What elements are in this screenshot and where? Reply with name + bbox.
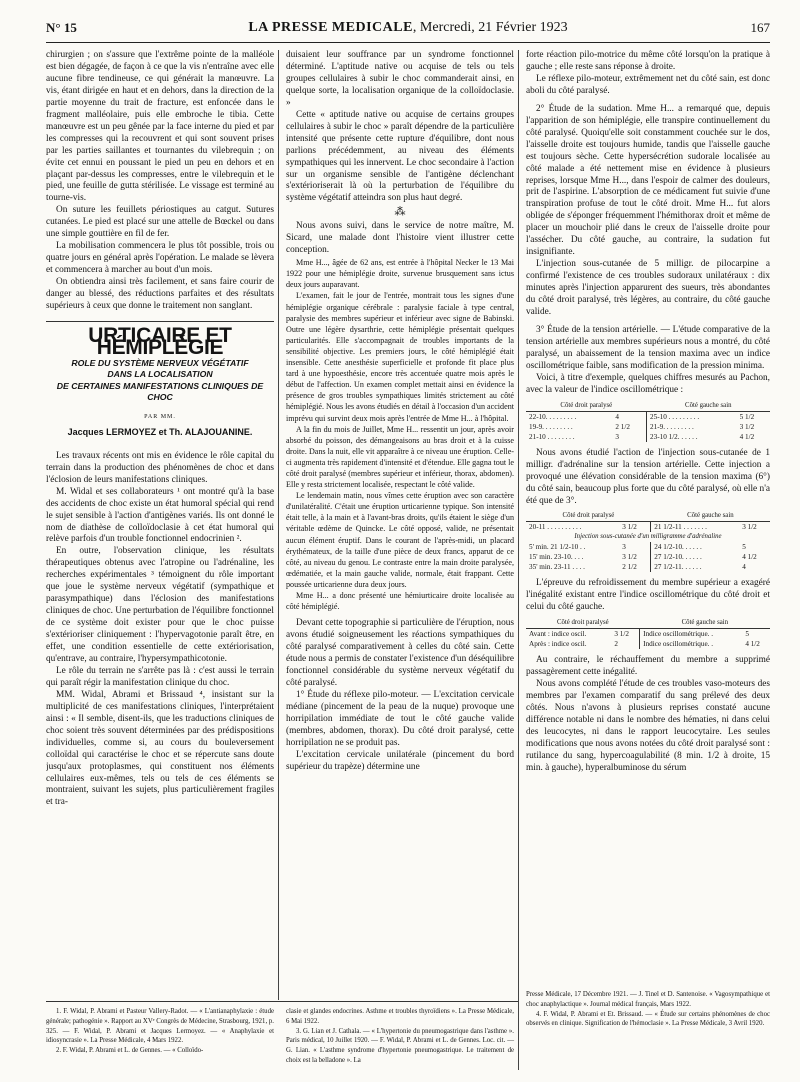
table-cell: 2: [614, 640, 618, 649]
paragraph: 2° Étude de la sudation. Mme H... a remarqué que, depuis l'apparition de son hémiplégie, elle transpire continuellement du côté paralysé. Quoiqu'elle soit constamment couchée sur le dos, l'aisselle droite est toujours humide, tandis que l'aisselle gauche est toujours sèche. Cette hypersécrétion sudorale localisée au côté malade a été nettement mise en évidence à plusieurs reprises, lorsque Mme H..., dans l'espoir de calmer des douleurs, prit de l'aspirine. L'absorption de ce médicament fut suivie d'une transpiration profuse de tout le côté droit. Mme H... fut alors obligée de s'éponger fréquemment l'hémithorax droit et même de placer un mouchoir plié dans le creux de l'aisselle droite pour l'assécher. Du côté gauche, au contraire, la sudation fut insignifiante.: [526, 103, 770, 258]
table-row: [526, 432, 770, 442]
section-asterism: ⁂: [394, 206, 406, 219]
table-header: Côté droit paralysé: [526, 401, 647, 412]
paragraph: Voici, à titre d'exemple, quelques chiffres mesurés au Pachon, avec la valeur de l'indice oscillométrique :: [526, 372, 770, 395]
table-header-row: [526, 618, 770, 629]
table-cell: 21-9. . . . . . . . .: [647, 422, 737, 432]
table-cell: 21 1/2-11 . . . . . . .: [651, 522, 739, 533]
subtitle-line: DE CERTAINES MANIFESTATIONS CLINIQUES DE CHOC: [56, 380, 264, 403]
table-cell: Avant : indice oscil.: [529, 630, 587, 639]
table-cell: 5' min. 21 1/2-10 . .: [529, 543, 586, 552]
case-report: [286, 257, 514, 612]
paragraph: 3° Étude de la tension artérielle. — L'étude comparative de la tension artérielle aux membres supérieurs nous a montré, du côté paralysé, un abaissement de la tension maxima avec un indice oscillométrique faible, sans modification de la pression minima.: [526, 324, 770, 371]
table-row: [526, 562, 770, 572]
footnote: clasie et glandes endocrines. Asthme et troubles thyroïdiens ». La Presse Médicale, 6 Mai 1922.: [286, 1008, 514, 1025]
paragraph: MM. Widal, Abrami et Brissaud ⁴, insistant sur la multiplicité de ces manifestations cliniques, l'interprétaient ainsi : « Il semble, disent-ils, que les traductions cliniques de choc soient très souvent déterminées par des prédispositions individuelles, comme si, au cours du bouleversement colloïdal qui caractérise le choc et se répercute sans doute jusqu'aux protoplasmes, qui constituent nos éléments cellulaires eux-mêmes, tels ou tels de ces éléments se montraient, suivant les sujets, plus particulièrement fragiles et tra-: [46, 689, 274, 808]
table-cell: Indice oscillométrique. .: [640, 639, 743, 649]
table-row: [526, 411, 770, 422]
table-cell: 2 1/2: [622, 563, 637, 572]
table-header-row: [526, 401, 770, 412]
footnote: 3. G. Lian et J. Cathala. — « L'hypertonie du pneumogastrique dans l'asthme ». Paris médical, 10 Juillet 1920. — F. Widal, P. Abrami et L. de Gennes. Loc. cit. — G. Lian. « L'asthme syndrome d'hypertonie pneumogastrique. Le traitement de choix est la belladone ». La: [286, 1027, 514, 1064]
table-cell: 15' min. 23-10. . . .: [529, 553, 584, 562]
column-rule: [278, 50, 279, 1000]
table-cell: 3 1/2: [622, 523, 637, 532]
column-1: [46, 50, 274, 1000]
case-paragraph: A la fin du mois de Juillet, Mme H... ressentit un jour, après avoir absorbé du poisson, des démangeaisons au bras droit et à la cuisse droite. Dans la nuit, elle vit apparaître à ce niveau une éruption. Celle-ci augmenta très rapidement d'intensité et d'étendue. Elle gagna tout le côté droit paralysé (membres supérieur et inférieur, thorax, abdomen). Elle y resta strictement localisée, respectant le côté valide.: [286, 424, 514, 490]
table-cell: 3: [622, 543, 626, 552]
header-rule: [46, 42, 770, 43]
table-cell: 5: [742, 543, 746, 552]
paragraph: M. Widal et ses collaborateurs ¹ ont montré qu'à la base des accidents de choc existe un état humoral spécial qui rend le sujet sensible à l'action d'antigènes variés. Ils ont donné le nom de diathèse de colloïdoclasie à cet état humoral qui relève parfois d'un trouble fonctionnel endocrinien ².: [46, 486, 274, 545]
paragraph: On suture les feuillets périostiques au catgut. Sutures cutanées. Le pied est placé sur une attelle de Bœckel ou dans une simple gouttière en fil de fer.: [46, 205, 274, 240]
case-paragraph: Mme H... a donc présenté une hémiurticaire droite localisée au côté hémiplégié.: [286, 591, 514, 612]
paragraph: En outre, l'observation clinique, les résultats thérapeutiques obtenus avec l'atropine ou l'adrénaline, les recherches expérimentales ³ témoignent du rôle important que joue le système nerveux végétatif (sympathique et parasympathique) dans l'éclosion des manifestations cliniques de choc. Une perturbation de l'équilibre fonctionnel de ce système doit exister pour que le choc puisse s'extérioriser cliniquement : l'hypervagotonie paraît être, en effet, une condition essentielle de cette extériorisation, qu'entrave, au contraire, l'hypersympathicotonie.: [46, 546, 274, 664]
table-row: [526, 422, 770, 432]
issue-number: N° 15: [46, 20, 77, 35]
table-caption-row: [526, 532, 770, 542]
table-header-row: [526, 511, 770, 522]
table-row: [526, 542, 770, 552]
article-subtitle: [46, 358, 274, 404]
footnote: 4. F. Widal, P. Abrami et Et. Brissaud. — « Étude sur certains phénomènes de choc observés en clinique. Signification de l'hémoclasie ». La Presse Médicale, 3 Avril 1920.: [526, 1010, 770, 1028]
table-cell: 4: [742, 563, 746, 572]
table-cell: 5: [745, 630, 749, 639]
article-headline: [46, 323, 274, 439]
footnote-rule: [46, 1001, 518, 1002]
table-cell: 23-10 1/2. . . . . .: [647, 432, 737, 442]
case-paragraph: L'examen, fait le jour de l'entrée, montrait tous les signes d'une hémiplégie organique cérébrale : paralysie faciale à type central, paralysie des membres supérieur et inférieur avec signe de Babinski. Outre une légère dysarthrie, cette hémiplégie présentait quelques particularités. Elle s'accompagnait de troubles importants de la sensibilité objective. Les premiers jours, le côté hémiplégié était insensible. Cette anesthésie superficielle et profonde fit place plus tard à une hypoesthésie, encore très accentuée quatre mois après le début de l'affection. Un examen complet mettait ainsi en évidence la présence de gros troubles sympathiques limités strictement au côté hémiplégié. Nous les avons étudiés en détail à l'occasion d'un accident imprévu qui survint deux mois après l'entrée de Mme H... à l'hôpital.: [286, 291, 514, 423]
paragraph: Nous avons complété l'étude de ces troubles vaso-moteurs des membres par l'examen comparatif du sang prélevé des deux côtés. Nous n'avons à plusieurs reprises constaté aucune différence notable ni dans le nombre des hématies, ni dans celui des leucocytes, ni dans le rapport leucocytaire. Les seules modifications que nous avons notées du côté droit paralysé sont : rutilance du sang, hypercoagulabilité (8 min. 1/2 à droite, 15 min. à gauche), hyperalbuminose du sérum: [526, 679, 770, 773]
paragraph: L'excitation cervicale unilatérale (pincement du bord supérieur du trapèze) détermine une: [286, 749, 514, 772]
table-row: [526, 629, 770, 640]
tension-table: [526, 401, 770, 442]
article-authors: Jacques LERMOYEZ et Th. ALAJOUANINE.: [67, 426, 253, 437]
table-header: Côté gauche sain: [651, 511, 770, 522]
paragraph: Le réflexe pilo-moteur, extrêmement net du côté sain, est donc aboli du côté paralysé.: [526, 73, 770, 96]
adrenaline-table: [526, 511, 770, 572]
table-cell: 22-10. . . . . . . . .: [529, 412, 577, 421]
running-title: [46, 20, 770, 36]
column-3: [526, 50, 770, 1070]
table-header: Côté droit paralysé: [526, 511, 651, 522]
paragraph: Nous avons suivi, dans le service de notre maître, M. Sicard, une malade dont l'histoire vient illustrer cette conception.: [286, 221, 514, 256]
table-cell: 25-10 . . . . . . . . .: [647, 411, 737, 422]
paragraph: Nous avons étudié l'action de l'injection sous-cutanée de 1 milligr. d'adrénaline sur la tension artérielle. Cette injection a provoqué une élévation considérable de la tension maxima (6°) du côté sain, beaucoup plus forte que du côté paralysé, où elle n'a été que de 3°.: [526, 447, 770, 506]
paragraph: 1° Étude du réflexe pilo-moteur. — L'excitation cervicale médiane (pincement de la peau de la nuque) provoque une horripilation immédiate de tout le côté gauche valide (membres, abdomen, thorax). Du côté droit paralysé, cette horripilation ne se produit pas.: [286, 689, 514, 748]
table-cell: 5 1/2: [739, 412, 755, 421]
column-2: [286, 50, 514, 1000]
table-cell: 3 1/2: [614, 630, 629, 639]
table-header: Côté gauche sain: [647, 401, 770, 412]
case-paragraph: Le lendemain matin, nous vîmes cette éruption avec son caractère d'unilatéralité. C'était une éruption urticarienne typique. Son intensité était telle, à la main et à l'avant-bras droits, qu'ils étaient le siège d'un véritable œdème de Quincke. Le côté opposé, valide, ne présentait aucun élément éruptif. Dans le courant de l'après-midi, un placard érythémateux, de la taille d'une pièce de deux francs, apparut de ce côté, au niveau du genou. Le contraste entre la main droite paralysée, œdématiée, et la main gauche valide, normale, était frappant. Cette poussée urticarienne dura deux jours.: [286, 491, 514, 589]
table-caption: Injection sous-cutanée d'un milligramme d'adrénaline: [574, 533, 722, 541]
table-cell: 19-9. . . . . . . . .: [529, 422, 573, 431]
paragraph: Cette « aptitude native ou acquise de certains groupes cellulaires à subir le choc » paraît dépendre de la particulière intensité que présente cette rupture d'équilibre, dont nous parlions précédemment, au niveau des éléments sympathiques qui les innervent. Le choc secondaire à l'action sur un organisme sensible de l'antigène déclenchant s'extérioriserait là où la perturbation de l'équilibre du système végétatif atteindra son plus haut degré.: [286, 109, 514, 204]
table-cell: 3 1/2: [622, 553, 637, 562]
table-cell: 4 1/2: [739, 432, 755, 441]
paragraph: Devant cette topographie si particulière de l'éruption, nous avons étudié soigneusement les réactions sympathiques du côté paralysé comparativement à celles du côté sain. Cette étude nous a permis de constater l'existence d'un déséquilibre fonctionnel considérable du système nerveux végétatif du côté paralysé.: [286, 618, 514, 688]
table-header: Côté droit paralysé: [526, 618, 640, 629]
table-row: [526, 522, 770, 533]
table-cell: Indice oscillométrique. .: [640, 629, 743, 640]
table-cell: 4 1/2: [742, 553, 757, 562]
paragraph: forte réaction pilo-motrice du même côté lorsqu'on la pratique à gauche ; elle reste sans réponse à droite.: [526, 50, 770, 72]
page-header: [46, 14, 770, 38]
paragraph: On obtiendra ainsi très facilement, et sans faire courir de danger au blessé, des réductions parfaites et des résultats supérieurs à ceux que donne le traitement non sanglant.: [46, 277, 274, 312]
article-separator: [46, 321, 274, 322]
byline-prefix: PAR MM.: [144, 413, 176, 420]
table-cell: 27 1/2-10. . . . . .: [651, 552, 739, 562]
footnote: 2. F. Widal, P. Abrami et L. de Gennes. — « Colloïdo-: [56, 1047, 204, 1055]
cooling-table: [526, 618, 770, 649]
footnotes-column-1: [46, 1007, 274, 1056]
footnote: 1. F. Widal, P. Abrami et Pasteur Vallery-Radot. — « L'antianaphylaxie : étude générale; pathogénie ». Rapport au XVᵉ Congrès de Médecine, Strasbourg, 1921, p. 325. — F. Widal, P. Abrami et Jacques Lermoyez. — « Anaphylaxie et idiosyncrasie ». La Presse Médicale, 4 Mars 1922.: [46, 1008, 274, 1045]
paragraph: duisaient leur souffrance par un syndrome fonctionnel déterminé. L'aptitude native ou acquise de tels ou tels groupes cellulaires à subir le choc commanderait ainsi, en quelque sorte, la localisation organique de la colloïdoclasie. »: [286, 50, 514, 108]
footnote: Presse Médicale, 17 Décembre 1921. — J. Tinel et D. Santenoise. « Vagosympathique et choc anaphylactique ». Journal médical français, Mars 1922.: [526, 991, 770, 1008]
table-cell: 35' min. 23-11 . . . .: [529, 563, 585, 572]
paragraph: La mobilisation commencera le plus tôt possible, trois ou quatre jours en général après l'opération. Le malade se lèvera et commencera à marcher au bout d'un mois.: [46, 241, 274, 276]
column-rule: [518, 50, 519, 1070]
paragraph: L'épreuve du refroidissement du membre supérieur a exagéré l'inégalité existant entre l'indice oscillométrique du côté droit et celui du côté gauche.: [526, 578, 770, 613]
page-number: 167: [750, 20, 770, 35]
table-cell: 20-11 . . . . . . . . . .: [529, 523, 582, 532]
subtitle-line: DANS LA LOCALISATION: [107, 369, 213, 380]
table-cell: 3: [615, 432, 619, 441]
paragraph: Au contraire, le réchauffement du membre a supprimé passagèrement cette inégalité.: [526, 655, 770, 678]
table-cell: 27 1/2-11. . . . . .: [651, 562, 739, 572]
footnotes-column-3: [526, 990, 770, 1029]
subtitle-line: ROLE DU SYSTÈME NERVEUX VÉGÉTATIF: [71, 357, 249, 368]
issue-date: , Mercredi, 21 Février 1923: [412, 20, 568, 35]
table-cell: 2 1/2: [615, 422, 630, 431]
table-cell: 3 1/2: [742, 523, 757, 532]
article-title: URTICAIRE ET HÉMIPLÉGIE: [88, 323, 232, 359]
paragraph: chirurgien ; on s'assure que l'extrême pointe de la malléole est bien dégagée, de façon à ce que la vis n'entraîne avec elle aucune fibre tendineuse, ce qui générait la manœuvre. La vis, étant dirigée en haut et en dehors, dans la direction de la partie moyenne du trait de fracture, est enfoncée dans le fragment malléolaire, puis elle embroche le tibia. Cette manœuvre est un peu gênée par la face interne du pied et par les compresses qui la recouvrent et qui sont souvent prises par les parties saillantes et tournantes du vilebrequin ; on évite cet ennui en poussant le pied un peu en dehors et en plaçant par-dessus les compresses, entre le vilebrequin et le pied, une feuille de gutta stérilisée. Le vissage est terminé au tourne-vis.: [46, 50, 274, 204]
table-cell: Après : indice oscil.: [529, 640, 587, 649]
table-cell: 24 1/2-10. . . . . .: [651, 542, 739, 552]
table-row: [526, 552, 770, 562]
paragraph: L'injection sous-cutanée de 5 milligr. de pilocarpine a confirmé l'existence de ces troubles sudoraux unilatéraux : dix minutes après l'injection apparurent des sueurs, très abondantes du côté droit paralysé, très légères, au contraire, du côté gauche valide.: [526, 259, 770, 318]
paragraph: Le rôle du terrain ne s'arrête pas là : c'est aussi le terrain qui paraît régir la manifestation clinique du choc.: [46, 665, 274, 688]
table-cell: 3 1/2: [739, 422, 755, 431]
case-paragraph: Mme H..., âgée de 62 ans, est entrée à l'hôpital Necker le 13 Mai 1922 pour une hémiplégie droite, survenue brusquement sans ictus deux jours auparavant.: [286, 258, 514, 290]
table-row: [526, 639, 770, 649]
paragraph: Les travaux récents ont mis en évidence le rôle capital du terrain dans la production des phénomènes de choc et dans l'éclosion de leurs manifestations cliniques.: [46, 450, 274, 485]
table-cell: 4 1/2: [745, 640, 760, 649]
table-cell: 21-10 . . . . . . . .: [529, 432, 575, 441]
table-cell: 4: [615, 412, 619, 421]
journal-name: LA PRESSE MEDICALE: [248, 20, 413, 35]
table-header: Côté gauche sain: [640, 618, 770, 629]
footnotes-column-2: [286, 1007, 514, 1066]
